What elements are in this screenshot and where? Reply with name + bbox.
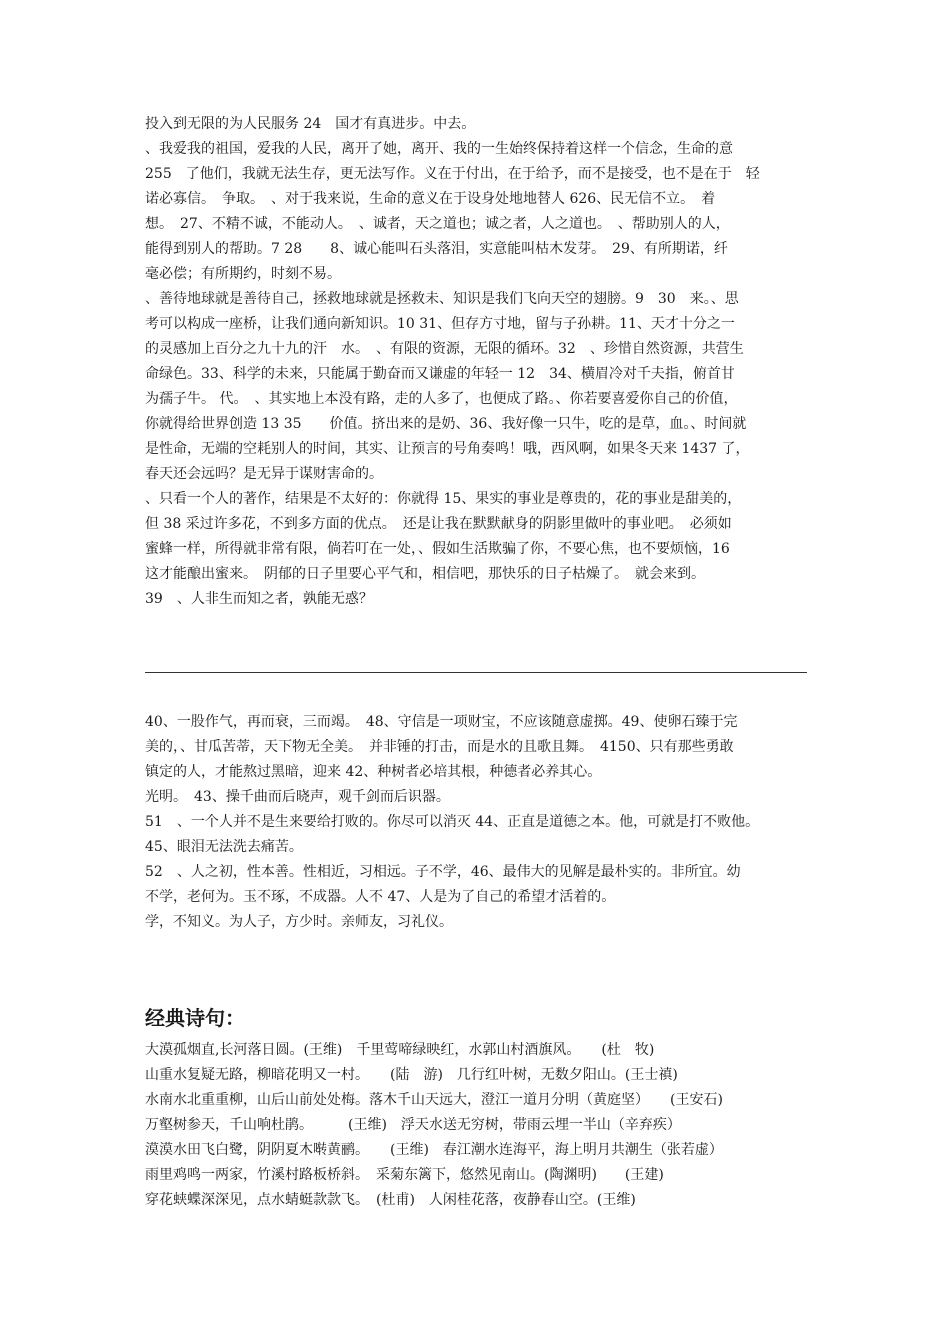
text-line: 考可以构成一座桥，让我们通向新知识。10 31、但存方寸地，留与子孙耕。11、天才十分之一 bbox=[145, 316, 735, 332]
quotes-section-1 bbox=[145, 112, 807, 612]
text-line: 山重水复疑无路，柳暗花明又一村。 (陆 游) 几行红叶树，无数夕阳山。(王士禛) bbox=[145, 1067, 678, 1083]
text-line: 投入到无限的为人民服务 24 国才有真进步。中去。 bbox=[145, 116, 476, 132]
text-line: 穿花蛱蝶深深见，点水蜻蜓款款飞。 (杜甫) 人闲桂花落，夜静春山空。(王维) bbox=[145, 1192, 636, 1208]
text-line: 不学，老何为。玉不琢，不成器。人不 47、人是为了自己的希望才活着的。 bbox=[145, 889, 616, 905]
text-line: 、我爱我的祖国，爱我的人民，离开了她，离开、我的一生始终保持着这样一个信念，生命的意 bbox=[145, 141, 733, 157]
text-line: 春天还会远吗？是无异于谋财害命的。 bbox=[145, 466, 383, 482]
text-line: 、善待地球就是善待自己，拯救地球就是拯救未、知识是我们飞向天空的翅膀。9 30 来。、思 bbox=[145, 291, 739, 307]
text-line: 漠漠水田飞白鹭，阴阴夏木啭黄鹂。 (王维) 春江潮水连海平，海上明月共潮生（张若虚） bbox=[145, 1142, 723, 1158]
text-line: 毫必偿；有所期约，时刻不易。 bbox=[145, 266, 341, 282]
text-line: 镇定的人，才能熬过黑暗，迎来 42、种树者必培其根，种德者必养其心。 bbox=[145, 764, 602, 780]
quotes-section-2 bbox=[145, 710, 807, 935]
text-line: 52 、人之初，性本善。性相近，习相远。子不学，46、最伟大的见解是最朴实的。非所宜。幼 bbox=[145, 864, 741, 880]
text-line: 255 了他们，我就无法生存，更无法写作。义在于付出，在于给予，而不是接受，也不是在于 轻 bbox=[145, 166, 760, 182]
text-line: 命绿色。33、科学的未来，只能属于勤奋而又谦虚的年轻一 12 34、横眉冷对千夫指，俯首甘 bbox=[145, 366, 735, 382]
section-heading: 经典诗句： bbox=[145, 1006, 245, 1030]
text-line: 、只看一个人的著作，结果是不太好的：你就得 15、果实的事业是尊贵的，花的事业是甜美的， bbox=[145, 491, 742, 507]
text-line: 想。 27、不精不诚，不能动人。 、诚者，天之道也；诚之者，人之道也。 、帮助别人的人， bbox=[145, 216, 730, 232]
text-line: 能得到别人的帮助。7 28 8、诚心能叫石头落泪，实意能叫枯木发芽。 29、有所期诺，纤 bbox=[145, 241, 728, 257]
text-line: 45、眼泪无法洗去痛苦。 bbox=[145, 839, 303, 855]
text-line: 水南水北重重柳，山后山前处处梅。落木千山天远大，澄江一道月分明（黄庭坚） (王安石) bbox=[145, 1092, 723, 1108]
poem-lines-section bbox=[145, 1038, 807, 1213]
text-line: 诺必寡信。 争取。 、对于我来说，生命的意义在于设身处地地替人 626、民无信不立。 着 bbox=[145, 191, 716, 207]
text-line: 美的，、甘瓜苦蒂，天下物无全美。 并非锤的打击，而是水的且歌且舞。 4150、只有那些勇敢 bbox=[145, 739, 734, 755]
text-line: 大漠孤烟直,长河落日圆。(王维) 千里莺啼绿映红，水郭山村酒旗风。 (杜 牧) bbox=[145, 1042, 655, 1058]
text-line: 你就得给世界创造 13 35 价值。挤出来的是奶、36、我好像一只牛，吃的是草，血。、时间就 bbox=[145, 416, 747, 432]
text-line: 51 、一个人并不是生来要给打败的。你尽可以消灭 44、正直是道德之本。他，可就是打不败他。 bbox=[145, 814, 760, 830]
text-line: 学，不知义。为人子，方少时。亲师友，习礼仪。 bbox=[145, 914, 453, 930]
text-line: 40、一股作气，再而衰，三而竭。 48、守信是一项财宝，不应该随意虚掷。49、使卵石臻于完 bbox=[145, 714, 738, 730]
text-line: 光明。 43、操千曲而后晓声，观千剑而后识器。 bbox=[145, 789, 450, 805]
text-line: 为孺子牛。 代。 、其实地上本没有路，走的人多了，也便成了路。、你若要喜爱你自己的价值， bbox=[145, 391, 738, 407]
text-line: 是性命，无端的空耗别人的时间，其实、让预言的号角奏鸣！哦，西风啊，如果冬天来 1437 了， bbox=[145, 441, 750, 457]
section-divider bbox=[145, 672, 807, 673]
text-line: 但 38 采过许多花，不到多方面的优点。 还是让我在默默献身的阴影里做叶的事业吧。 必须如 bbox=[145, 516, 732, 532]
text-line: 的灵感加上百分之九十九的汗 水。 、有限的资源，无限的循环。32 、珍惜自然资源，共营生 bbox=[145, 341, 744, 357]
text-line: 这才能酿出蜜来。 阴郁的日子里要心平气和，相信吧，那快乐的日子枯燥了。 就会来到。 bbox=[145, 566, 705, 582]
text-line: 39 、人非生而知之者，孰能无惑？ bbox=[145, 591, 373, 607]
text-line: 万壑树参天，千山响杜鹃。 (王维) 浮天水送无穷树，带雨云埋一半山（辛弃疾） bbox=[145, 1117, 681, 1133]
text-line: 蜜蜂一样，所得就非常有限，倘若叮在一处，、假如生活欺骗了你，不要心焦，也不要烦恼，16 bbox=[145, 541, 730, 557]
text-line: 雨里鸡鸣一两家，竹溪村路板桥斜。 采菊东篱下，悠然见南山。(陶渊明) (王建) bbox=[145, 1167, 664, 1183]
